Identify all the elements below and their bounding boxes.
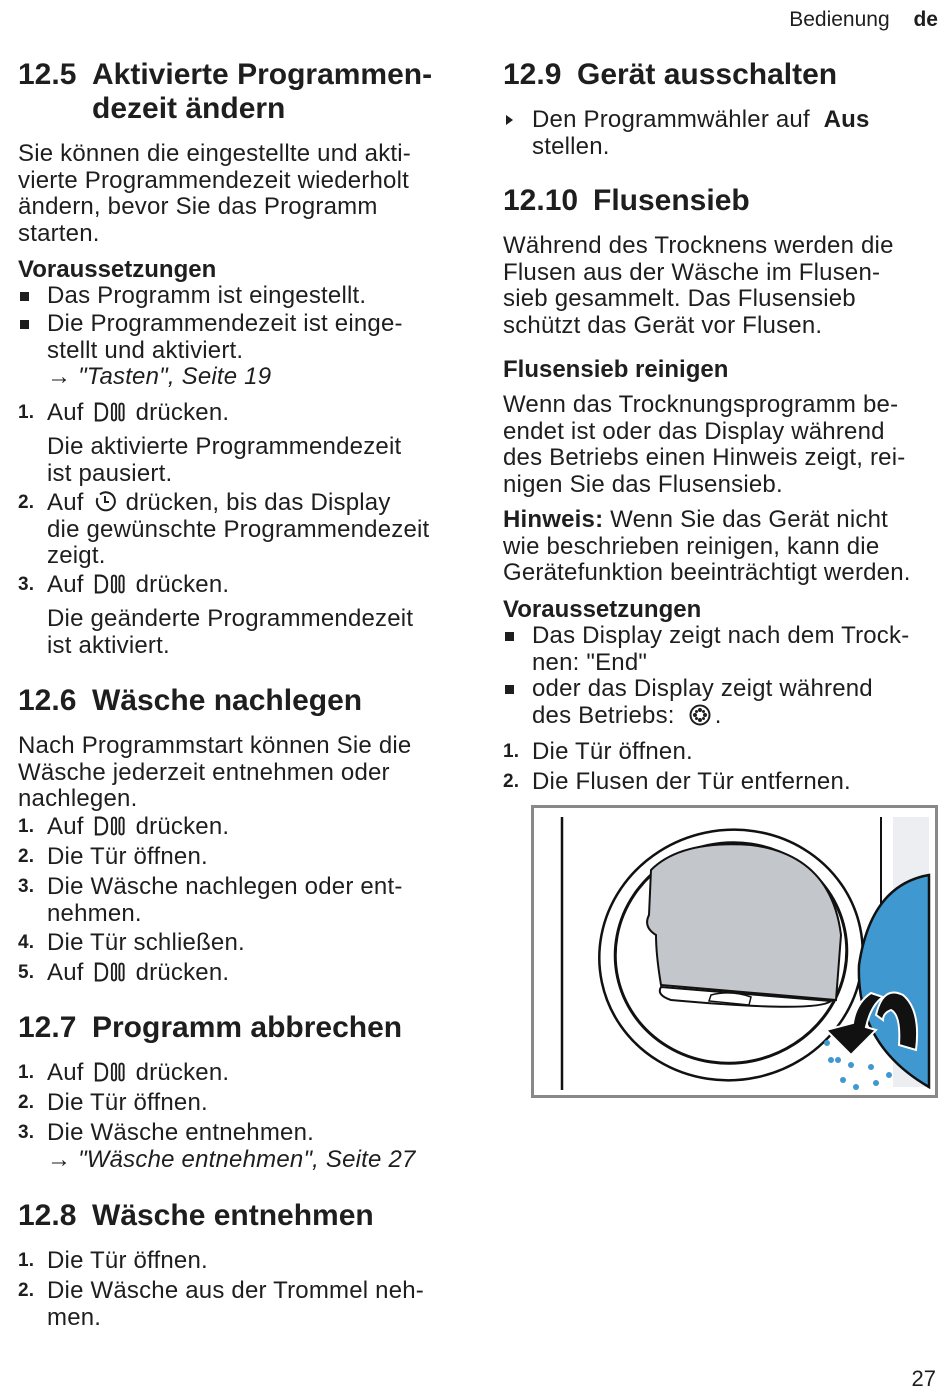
step-2: 2. Die Tür öffnen. [18, 843, 208, 870]
requirement-item: oder das Display zeigt während des Betriebs: . [532, 676, 873, 729]
subheading-clean-filter: Flusensieb reinigen [503, 356, 729, 383]
step-3: 3. Die Wäsche entnehmen. [18, 1119, 315, 1146]
intro-12-10: Während des Trocknens werden die Flusen aus der Wäsche im Flusen- sieb gesammelt. Das Flusensieb schützt das Gerät vor Flusen. [503, 232, 894, 339]
requirements-title: Voraussetzungen [18, 256, 217, 283]
step-1: 1. Die Tür öffnen. [503, 738, 693, 765]
requirements-title: Voraussetzungen [503, 596, 702, 623]
step-3-result: Die geänderte Programmendezeit ist aktiviert. [47, 605, 414, 659]
step-3: 3. Auf drücken. [18, 571, 230, 598]
step-2: 2. Die Tür öffnen. [18, 1089, 208, 1116]
play-pause-icon [94, 961, 126, 983]
clock-icon [94, 491, 116, 513]
requirement-item: Das Display zeigt nach dem Trock- nen: "End" [532, 623, 909, 676]
lint-filter-illustration [531, 805, 938, 1098]
step-4: 4. Die Tür schließen. [18, 929, 245, 956]
step-2: 2. Die Flusen der Tür entfernen. [503, 768, 851, 795]
step-1: 1. Auf drücken. [18, 813, 230, 840]
step-5: 5. Auf drücken. [18, 959, 230, 986]
requirement-item: Die Programmendezeit ist einge- stellt und aktiviert. [47, 311, 403, 364]
play-pause-icon [94, 815, 126, 837]
heading-12-5: 12.5 Aktivierte Programmen- dezeit ändern [18, 58, 433, 125]
page-number: 27 [911, 1366, 936, 1391]
step-1: 1. Auf drücken. [18, 1059, 230, 1086]
cross-reference-link[interactable]: → "Tasten", Seite 19 [47, 363, 272, 390]
clean-filter-intro: Wenn das Trocknungsprogramm be- endet ist oder das Display während des Betriebs einen Hinweis zeigt, rei- nigen Sie das Flusensieb. [503, 391, 906, 498]
header-section: Bedienung [789, 8, 890, 31]
heading-12-10: 12.10 Flusensieb [503, 184, 750, 217]
heading-12-8: 12.8 Wäsche entnehmen [18, 1199, 374, 1232]
heading-12-6: 12.6 Wäsche nachlegen [18, 684, 363, 717]
intro-12-6: Nach Programmstart können Sie die Wäsche jederzeit entnehmen oder nachlegen. [18, 732, 412, 812]
header-lang: de [913, 8, 938, 31]
heading-12-9: 12.9 Gerät ausschalten [503, 58, 838, 91]
play-pause-icon [94, 401, 126, 423]
note: Hinweis: Wenn Sie das Gerät nicht wie beschrieben reinigen, kann die Gerätefunktion beeinträchtigt werden. [503, 506, 911, 586]
step-1: 1. Die Tür öffnen. [18, 1247, 208, 1274]
heading-12-7: 12.7 Programm abbrechen [18, 1011, 403, 1044]
lint-filter-icon [689, 704, 711, 726]
cross-reference-link[interactable]: → "Wäsche entnehmen", Seite 27 [47, 1146, 416, 1173]
action-item: Den Programmwähler auf Aus stellen. [532, 107, 870, 160]
step-3: 3. Die Wäsche nachlegen oder ent- nehmen. [18, 873, 403, 927]
step-1-result: Die aktivierte Programmendezeit ist pausiert. [47, 433, 402, 487]
requirement-item: Das Programm ist eingestellt. [47, 283, 366, 310]
step-2: 2. Die Wäsche aus der Trommel neh- men. [18, 1277, 425, 1331]
intro-12-5: Sie können die eingestellte und akti- vierte Programmendezeit wiederholt ändern, bevor Sie das Programm starten. [18, 140, 411, 247]
running-header [789, 8, 938, 32]
step-1: 1. Auf drücken. [18, 399, 230, 426]
step-2: 2. Auf drücken, bis das Display die gewünschte Programmendezeit zeigt. [18, 489, 430, 569]
play-pause-icon [94, 573, 126, 595]
play-pause-icon [94, 1061, 126, 1083]
